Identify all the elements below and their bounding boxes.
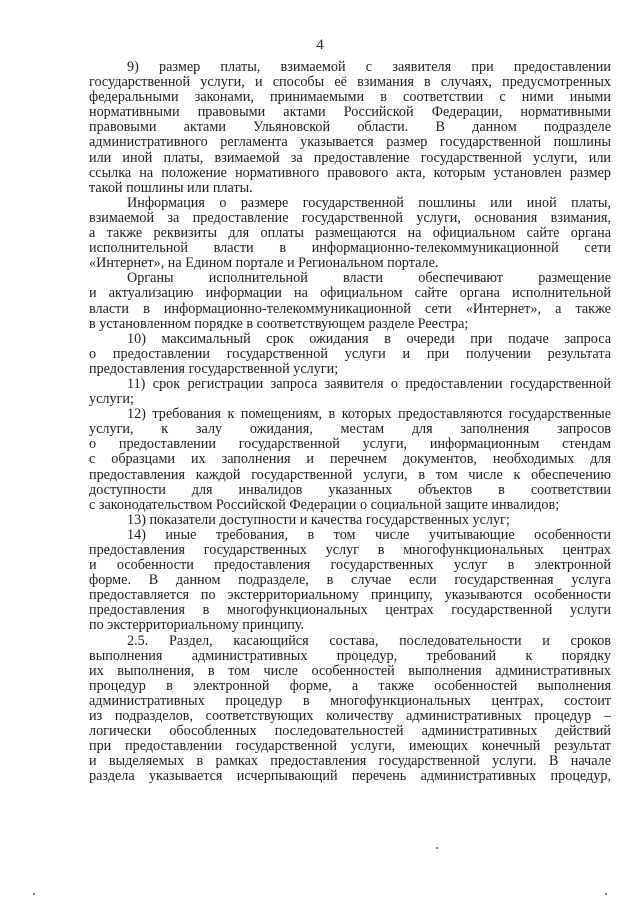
text-line: с образцами их заполнения и перечнем документов, необходимых для [89,452,611,468]
text-line: такой пошлины или платы. [89,180,253,196]
text-line: власти в информационно-телекоммуникационной сети «Интернет», а также [89,301,611,317]
text-line: предоставления государственных услуг в многофункциональных центрах [89,543,611,558]
text-line: нормативными правовыми актами Российской Федерации, нормативными [89,105,611,121]
text-line: и особенности предоставления государственных услуг в электронной [89,558,611,574]
page-number: 4 [316,37,324,53]
text-line: доступности для инвалидов указанных объектов в соответствии [89,482,611,498]
text-line: процедур в электронной форме, а также особенностей выполнения [89,678,611,694]
text-line: федеральными законами, принимаемыми в соответствии с ними иными [89,90,611,106]
text-line: при предоставлении государственной услуги, имеющих конечный результат [89,739,611,755]
text-line: а также реквизиты для оплаты размещаются на официальном сайте органа [89,226,611,242]
text-line: исполнительной власти в информационно-телекоммуникационной сети [89,241,611,257]
text-line: и актуализацию информации на официальном сайте органа исполнительной [89,286,611,302]
text-line: Органы исполнительной власти обеспечивают размещение [127,271,611,287]
text-line: форме. В данном подразделе, в случае если государственная услуга [89,573,611,589]
text-line: раздела указывается исчерпывающий перечень административных процедур, [89,769,611,785]
text-line: 14) иные требования, в том числе учитывающие особенности [127,527,611,543]
text-line: их выполнения, в том числе особенностей выполнения административных [89,663,611,679]
text-line: 13) показатели доступности и качества государственных услуг; [127,512,510,528]
scan-speck [33,893,35,895]
text-line: по экстерриториальному принципу. [89,618,305,634]
scan-speck [436,847,438,849]
text-line: ссылка на положение нормативного правового акта, которым установлен размер [89,165,611,181]
text-line: из подразделов, соответствующих количеству административных процедур – [89,709,611,725]
text-line: 10) максимальный срок ожидания в очереди при подаче запроса [127,331,611,347]
text-line: 9) размер платы, взимаемой с заявителя при предоставлении [127,60,611,75]
text-line: правовыми актами Ульяновской области. В данном подразделе [89,120,611,136]
text-line: о предоставлении государственной услуги и при получении результата [89,346,611,362]
text-line: Информация о размере государственной пошлины или иной платы, [127,195,611,211]
text-line: 12) требования к помещениям, в которых предоставляются государственные [127,407,611,423]
text-line: услуги, к залу ожидания, местам для заполнения запросов [89,422,611,438]
text-line: логически обособленных последовательностей административных действий [89,724,611,740]
text-line: о предоставлении государственной услуги, информационным стендам [89,437,611,453]
text-line: предоставления в многофункциональных центрах государственной услуги [89,603,611,619]
text-line: 2.5. Раздел, касающийся состава, последовательности и сроков [127,633,611,649]
text-line: предоставления каждой государственной услуги, в том числе к обеспечению [89,467,611,483]
text-line: услуги; [89,392,134,408]
text-line: выполнения административных процедур, требований к порядку [89,648,611,664]
text-line: или иной платы, взимаемой за предоставление государственной услуги, или [89,150,611,166]
text-line: взимаемой за предоставление государственной услуги, основания взимания, [89,210,611,226]
text-line: «Интернет», на Едином портале и Региональном портале. [89,256,439,272]
text-line: административных процедур в многофункциональных центрах, состоит [89,693,611,709]
text-line: предоставления государственной услуги; [89,361,339,377]
body-text [89,60,611,785]
text-line: и выделяемых в рамках предоставления государственной услуги. В начале [89,754,611,770]
text-line: административного регламента указывается размер государственной пошлины [89,135,611,151]
text-line: предоставляется по экстерриториальному принципу, указываются особенности [89,588,611,604]
text-line: 11) срок регистрации запроса заявителя о предоставлении государственной [127,376,611,392]
text-line: государственной услуги, и способы её взимания в случаях, предусмотренных [89,75,611,91]
scan-speck [605,893,607,895]
text-line: с законодательством Российской Федерации о социальной защите инвалидов; [89,497,560,513]
text-line: в установленном порядке в соответствующем разделе Реестра; [89,316,469,332]
